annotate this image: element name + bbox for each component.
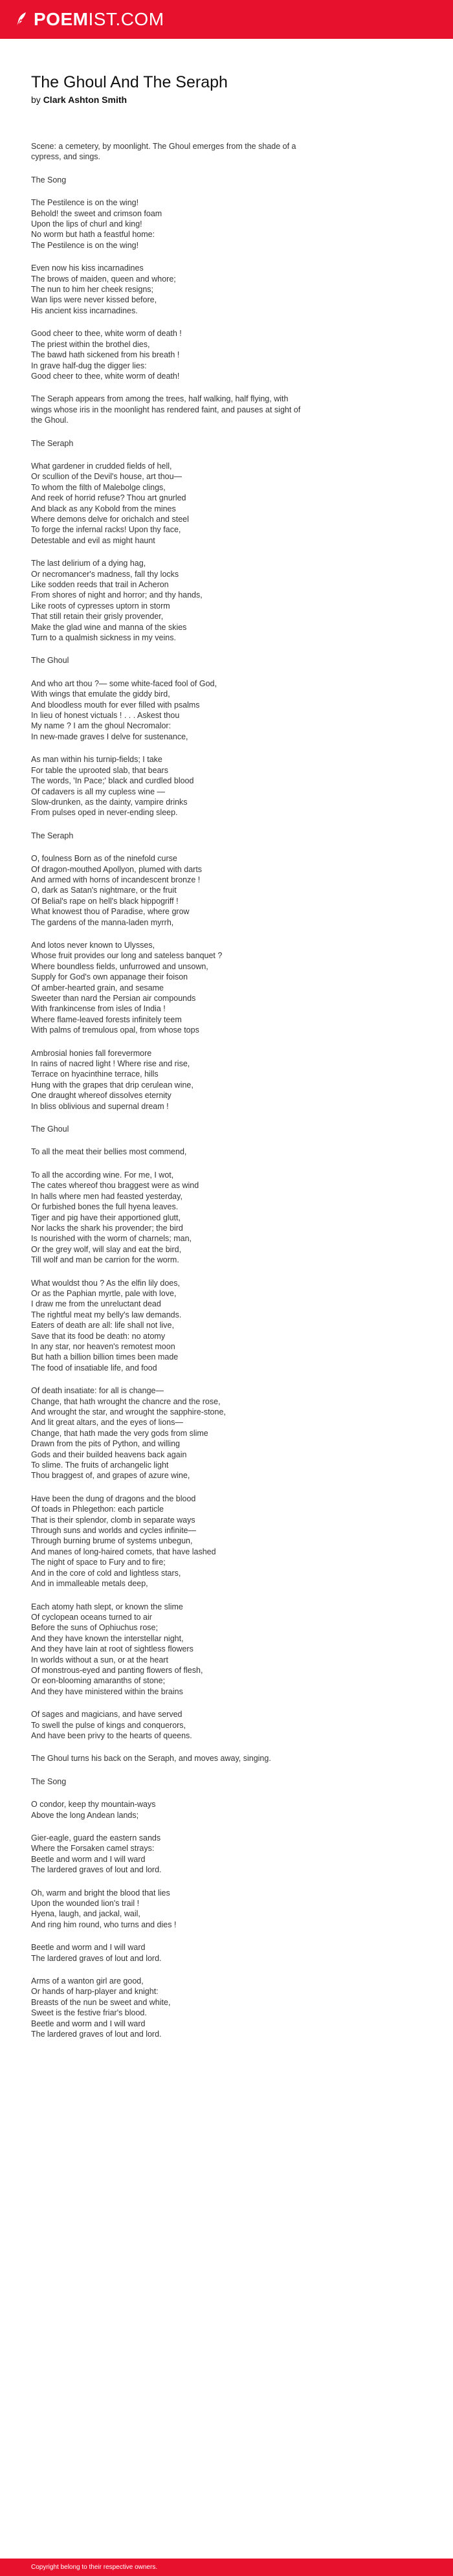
stanza: [31, 1170, 432, 1266]
top-bar: [0, 0, 453, 39]
poem-line: And ring him round, who turns and dies !: [31, 1920, 177, 1929]
poem-line: Of toads in Phlegethon: each particle: [31, 1505, 164, 1514]
poem-line: Above the long Andean lands;: [31, 1810, 139, 1820]
poem-line: Good cheer to thee, white worm of death !: [31, 329, 182, 339]
poem-line: Or eon-blooming amaranths of stone;: [31, 1676, 166, 1686]
stanza: [31, 1048, 432, 1112]
poem-line: Ambrosial honies fall forevermore: [31, 1048, 152, 1058]
poem-line: His ancient kiss incarnadines.: [31, 306, 138, 315]
poem-line: Slow-drunken, as the dainty, vampire drinks: [31, 797, 188, 807]
stanza: [31, 141, 432, 162]
poem-line: And armed with horns of incandescent bronze !: [31, 875, 201, 884]
poem-line: Upon the lips of churl and king!: [31, 219, 142, 229]
poem-line: Hyena, laugh, and jackal, wail,: [31, 1909, 140, 1919]
poem-line: To forge the infernal racks! Upon thy face,: [31, 525, 181, 535]
stanza: [31, 655, 432, 666]
poem-line: The Seraph: [31, 831, 74, 840]
poem-line: Till wolf and man be carrion for the worm.: [31, 1255, 179, 1265]
poem-line: In rains of nacred light ! Where rise and rise,: [31, 1059, 190, 1069]
poem-line: The cates whereof thou braggest were as wind: [31, 1181, 199, 1191]
site-name: [34, 8, 164, 31]
poem-line: Like roots of cypresses uptorn in storm: [31, 601, 170, 610]
stanza: [31, 1124, 432, 1134]
poem-line: The gardens of the manna-laden myrrh,: [31, 917, 174, 927]
poem-line: The Seraph: [31, 438, 74, 448]
poem-line: Beetle and worm and I will ward: [31, 1943, 146, 1953]
poem-line: The Pestilence is on the wing!: [31, 240, 139, 250]
stanza: [31, 1147, 432, 1157]
poem-line: Or furbished bones the full hyena leaves.: [31, 1202, 179, 1212]
author-link[interactable]: Clark Ashton Smith: [43, 95, 127, 105]
poem-line: Wan lips were never kissed before,: [31, 295, 157, 305]
poem-line: And reek of horrid refuse? Thou art gnurled: [31, 493, 186, 503]
poem-line: That is their splendor, clomb in separate ways: [31, 1515, 195, 1525]
poem-line: The priest within the brothel dies,: [31, 339, 150, 349]
poem-line: And they have ministered within the brains: [31, 1686, 183, 1696]
stanza: [31, 558, 432, 643]
poem-line: Thou braggest of, and grapes of azure wine,: [31, 1471, 190, 1481]
poem-line: Turn to a qualmish sickness in my veins.: [31, 633, 176, 643]
stanza: [31, 1888, 432, 1931]
poem-line: And bloodless mouth for ever filled with psalms: [31, 700, 200, 710]
poem-line: Of cadavers is all my cupless wine —: [31, 787, 166, 796]
stanza: [31, 754, 432, 818]
poem-line: With palms of tremulous opal, from whose tops: [31, 1025, 199, 1035]
stanza: [31, 853, 432, 928]
stanza: [31, 175, 432, 185]
stanza: [31, 831, 432, 841]
poem-line: Of amber-hearted grain, and sesame: [31, 983, 164, 992]
poem-line: In grave half-dug the digger lies:: [31, 361, 147, 370]
stanza: [31, 1753, 432, 1764]
poem-line: In halls where men had feasted yesterday,: [31, 1191, 182, 1201]
poem-line: cypress, and sings.: [31, 152, 100, 162]
poem-line: Terrace on hyacinthine terrace, hills: [31, 1070, 159, 1079]
poem-line: Breasts of the nun be sweet and white,: [31, 1997, 171, 2007]
poem-line: The brows of maiden, queen and whore;: [31, 274, 176, 284]
poem-line: Have been the dung of dragons and the blood: [31, 1494, 196, 1503]
poem-line: And manes of long-haired comets, that have lashed: [31, 1547, 216, 1556]
byline: [31, 94, 127, 106]
poem-line: Of sages and magicians, and have served: [31, 1710, 182, 1719]
stanza: [31, 1799, 432, 1820]
poem-line: And have been privy to the hearts of queens.: [31, 1730, 192, 1740]
poem-line: In any star, nor heaven's remotest moon: [31, 1341, 175, 1351]
poem-line: Hung with the grapes that drip cerulean wine,: [31, 1080, 193, 1090]
poem-line: Drawn from the pits of Python, and willing: [31, 1439, 180, 1449]
poem-line: Like sodden reeds that trail in Acheron: [31, 580, 169, 589]
poem-line: Of dragon-mouthed Apollyon, plumed with darts: [31, 864, 203, 874]
poem-line: And in the core of cold and lightless stars,: [31, 1568, 181, 1578]
poem-line: Beetle and worm and I will ward: [31, 2019, 146, 2028]
poem-line: To whom the filth of Malebolge clings,: [31, 482, 166, 492]
poem-line: The food of insatiable life, and food: [31, 1363, 157, 1372]
poem-line: Or as the Paphian myrtle, pale with love,: [31, 1288, 177, 1298]
poem-line: The Song: [31, 175, 67, 185]
copyright-notice: Copyright belong to their respective owners.: [31, 2564, 158, 2571]
poem-line: And in immalleable metals deep,: [31, 1579, 148, 1589]
stanza: [31, 1602, 432, 1697]
poem-line: O condor, keep thy mountain-ways: [31, 1800, 156, 1809]
poem-line: The night of space to Fury and to fire;: [31, 1558, 166, 1567]
poem-line: The Song: [31, 1776, 67, 1786]
stanza: [31, 678, 432, 742]
poem-line: As man within his turnip-fields; I take: [31, 755, 162, 765]
poem-line: Behold! the sweet and crimson foam: [31, 208, 162, 218]
poem-line: The words, 'In Pace;' black and curdled blood: [31, 776, 194, 786]
poem-line: Nor lacks the shark his provender; the bird: [31, 1223, 183, 1233]
poem-line: wings whose iris in the moonlight has rendered faint, and pauses at sight of: [31, 405, 301, 414]
poem-line: Change, that hath made the very gods from slime: [31, 1428, 208, 1438]
poem-line: In bliss oblivious and supernal dream !: [31, 1101, 169, 1111]
stanza: [31, 394, 432, 425]
poem-line: For table the uprooted slab, that bears: [31, 765, 168, 775]
poem-line: And lotos never known to Ulysses,: [31, 940, 155, 950]
poem-line: But hath a billion billion times been made: [31, 1352, 179, 1362]
poem-line: Oh, warm and bright the blood that lies: [31, 1888, 170, 1898]
stanza: [31, 1833, 432, 1876]
poem-line: The bawd hath sickened from his breath !: [31, 350, 180, 360]
poem-line: What knowest thou of Paradise, where grow: [31, 907, 190, 917]
poem-line: The nun to him her cheek resigns;: [31, 285, 153, 295]
stanza: [31, 263, 432, 316]
poem-line: Whose fruit provides our long and sateless banquet ?: [31, 951, 223, 961]
stanza: [31, 1494, 432, 1589]
poem-line: the Ghoul.: [31, 416, 69, 425]
stanza: [31, 1385, 432, 1481]
poem-line: Even now his kiss incarnadines: [31, 263, 144, 273]
stanza: [31, 328, 432, 381]
poem-line: Before the suns of Ophiuchus rose;: [31, 1623, 158, 1633]
poem-body: [31, 141, 432, 2052]
poem-line: Of death insatiate: for all is change—: [31, 1386, 164, 1396]
stanza: [31, 1709, 432, 1741]
poem-line: And lit great altars, and the eyes of lions—: [31, 1418, 183, 1428]
poem-line: Of Belial's rape on hell's black hippogriff !: [31, 896, 179, 906]
poem-line: The Ghoul: [31, 656, 69, 666]
poem-line: Or scullion of the Devil's house, art thou—: [31, 472, 182, 482]
quill-icon: [14, 11, 28, 28]
poem-line: Where boundless fields, unfurrowed and unsown,: [31, 961, 208, 971]
site-name-strong: POEM: [34, 9, 89, 29]
poem-line: And wrought the star, and wrought the sapphire-stone,: [31, 1407, 226, 1417]
poem-line: The last delirium of a dying hag,: [31, 559, 146, 568]
poem-line: The Pestilence is on the wing!: [31, 198, 139, 208]
poem-line: And who art thou ?— some white-faced fool of God,: [31, 678, 217, 688]
poem-line: Good cheer to thee, white worm of death!: [31, 371, 180, 381]
poem-title: The Ghoul And The Seraph: [31, 73, 228, 91]
poem-line: Is nourished with the worm of charnels; man,: [31, 1234, 192, 1244]
poem-line: Beetle and worm and I will ward: [31, 1854, 146, 1864]
poem-line: With wings that emulate the giddy bird,: [31, 689, 170, 699]
poem-line: I draw me from the unreluctant dead: [31, 1299, 161, 1309]
poem-line: To swell the pulse of kings and conquerors,: [31, 1720, 186, 1730]
poem-line: Where the Forsaken camel strays:: [31, 1844, 155, 1854]
poem-line: Detestable and evil as might haunt: [31, 535, 155, 545]
poem-line: Or the grey wolf, will slay and eat the bird,: [31, 1244, 182, 1254]
stanza: [31, 438, 432, 449]
poem-line: What gardener in crudded fields of hell,: [31, 461, 172, 471]
poem-line: Scene: a cemetery, by moonlight. The Ghoul emerges from the shade of a: [31, 142, 296, 151]
stanza: [31, 940, 432, 1036]
poem-line: From shores of night and horror; and thy hands,: [31, 590, 203, 600]
poem-line: Or necromancer's madness, fall thy locks: [31, 569, 179, 579]
stanza: [31, 1278, 432, 1374]
poem-line: Sweeter than nard the Persian air compounds: [31, 994, 196, 1003]
poem-line: The lardered graves of lout and lord.: [31, 1953, 162, 1963]
poem-line: To slime. The fruits of archangelic light: [31, 1461, 169, 1470]
poem-line: In lieu of honest victuals ! . . . Askest thou: [31, 711, 180, 721]
poem-line: Through suns and worlds and cycles infinite—: [31, 1526, 196, 1536]
poem-line: The lardered graves of lout and lord.: [31, 1865, 162, 1875]
footer-bar: [0, 2559, 453, 2576]
poem-line: O, foulness Born as of the ninefold curse: [31, 854, 177, 864]
poem-line: And they have lain at root of sightless flowers: [31, 1644, 193, 1654]
poem-line: Or hands of harp-player and knight:: [31, 1987, 159, 1997]
poem-line: Make the glad wine and manna of the skies: [31, 622, 187, 632]
poem-line: Save that its food be death: no atomy: [31, 1331, 166, 1341]
poem-line: Each atomy hath slept, or known the slime: [31, 1602, 183, 1611]
poem-line: Upon the wounded lion's trail !: [31, 1899, 140, 1909]
site-name-light: IST.COM: [88, 9, 164, 29]
site-logo[interactable]: [14, 8, 164, 31]
poem-line: Arms of a wanton girl are good,: [31, 1977, 144, 1986]
poem-line: To all the according wine. For me, I wot,: [31, 1170, 174, 1180]
stanza: [31, 1976, 432, 2039]
poem-line: In new-made graves I delve for sustenance,: [31, 732, 188, 741]
poem-line: And black as any Kobold from the mines: [31, 504, 176, 513]
stanza: [31, 1776, 432, 1787]
poem-line: Gods and their builded heavens back again: [31, 1450, 187, 1459]
poem-line: Where demons delve for orichalch and steel: [31, 514, 189, 524]
poem-line: And they have known the interstellar night,: [31, 1633, 184, 1643]
poem-line: One draught whereof dissolves eternity: [31, 1091, 171, 1101]
poem-line: Of monstrous-eyed and panting flowers of flesh,: [31, 1665, 203, 1675]
poem-line: That still retain their grisly provender,: [31, 612, 164, 622]
poem-line: The Ghoul: [31, 1125, 69, 1134]
stanza: [31, 197, 432, 251]
poem-line: Sweet is the festive friar's blood.: [31, 2008, 147, 2018]
poem-line: With frankincense from isles of India !: [31, 1004, 166, 1014]
poem-line: Change, that hath wrought the chancre and the rose,: [31, 1396, 221, 1406]
poem-line: To all the meat their bellies most commend,: [31, 1147, 187, 1157]
poem-line: Tiger and pig have their apportioned glutt,: [31, 1213, 181, 1222]
poem-line: Of cyclopean oceans turned to air: [31, 1612, 152, 1622]
poem-line: My name ? I am the ghoul Necromalor:: [31, 721, 171, 731]
poem-line: Through burning brume of systems unbegun,: [31, 1536, 193, 1546]
poem-line: The Seraph appears from among the trees, half walking, half flying, with: [31, 394, 289, 404]
poem-line: Eaters of death are all: life shall not live,: [31, 1321, 174, 1330]
byline-prefix: by: [31, 95, 43, 105]
poem-line: Where flame-leaved forests infinitely teem: [31, 1014, 182, 1024]
stanza: [31, 461, 432, 546]
poem-line: O, dark as Satan's nightmare, or the fruit: [31, 886, 177, 895]
poem-line: Supply for God's own appanage their foison: [31, 972, 188, 982]
poem-line: The rightful meat my belly's law demands.: [31, 1310, 182, 1319]
poem-line: From pulses oped in never-ending sleep.: [31, 808, 178, 818]
poem-line: No worm but hath a feastful home:: [31, 230, 155, 240]
poem-line: The Ghoul turns his back on the Seraph, and moves away, singing.: [31, 1754, 271, 1764]
stanza: [31, 1942, 432, 1964]
poem-line: Gier-eagle, guard the eastern sands: [31, 1833, 161, 1842]
poem-line: In worlds without a sun, or at the heart: [31, 1655, 168, 1664]
poem-line: The lardered graves of lout and lord.: [31, 2030, 162, 2039]
poem-line: What wouldst thou ? As the elfin lily does,: [31, 1278, 180, 1288]
